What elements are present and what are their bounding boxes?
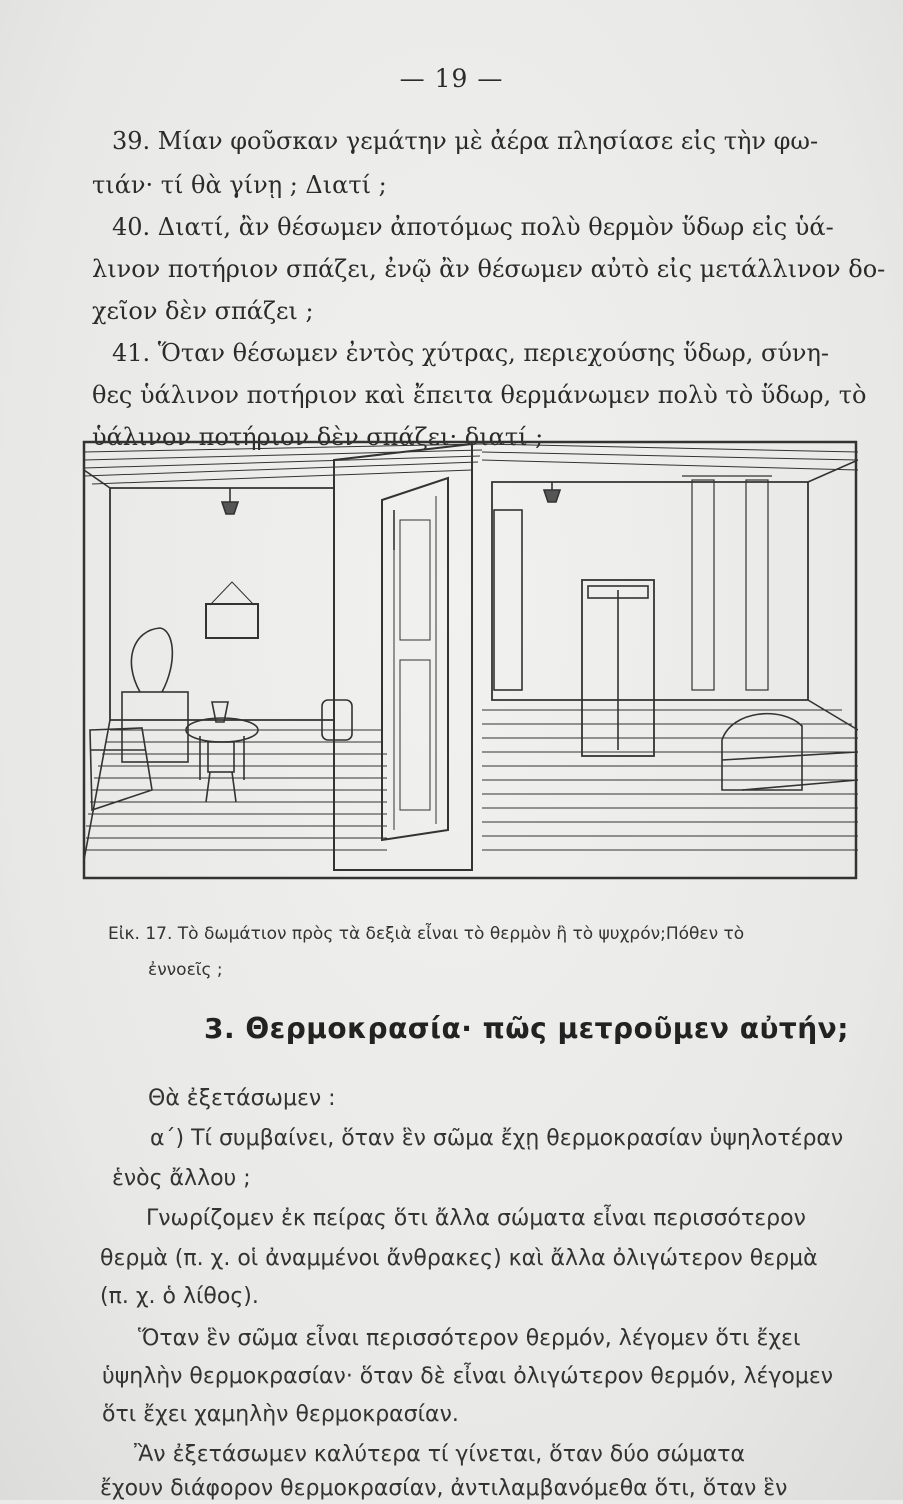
body-line-10: Ἂν ἐξετάσωμεν καλύτερα τί γίνεται, ὅταν δύο σώματα	[134, 1442, 745, 1467]
body-line-1: Θὰ ἐξετάσωμεν :	[148, 1086, 336, 1111]
body-line-3: ἑνὸς ἄλλου ;	[112, 1166, 251, 1191]
body-line-4: Γνωρίζομεν ἐκ πείρας ὅτι ἄλλα σώματα εἶναι περισσότερον	[146, 1206, 806, 1231]
question-41-line-3: ὑάλινον ποτήριον δὲν σπάζει· διατί ;	[92, 423, 544, 451]
question-41-line-2: θες ὑάλινον ποτήριον καὶ ἔπειτα θερμάνωμεν πολὺ τὸ ὕδωρ, τὸ	[92, 381, 867, 409]
question-40-line-1: 40. Διατί, ἂν θέσωμεν ἀποτόμως πολὺ θερμὸν ὕδωρ εἰς ὑά-	[112, 213, 834, 241]
body-line-9: ὅτι ἔχει χαμηλὴν θερμοκρασίαν.	[102, 1402, 459, 1427]
page-number: — 19 —	[399, 64, 504, 93]
room-illustration	[82, 430, 858, 886]
body-line-8: ὑψηλὴν θερμοκρασίαν· ὅταν δὲ εἶναι ὀλιγώτερον θερμόν, λέγομεν	[102, 1364, 834, 1389]
body-line-11: ἔχουν διάφορον θερμοκρασίαν, ἀντιλαμβανόμεθα ὅτι, ὅταν ἓν	[100, 1476, 788, 1501]
body-line-5: θερμὰ (π. χ. οἱ ἀναμμένοι ἄνθρακες) καὶ ἄλλα ὀλιγώτερον θερμὰ	[100, 1246, 818, 1271]
body-line-7: Ὅταν ἓν σῶμα εἶναι περισσότερον θερμόν, λέγομεν ὅτι ἔχει	[138, 1326, 801, 1351]
body-line-6: (π. χ. ὁ λίθος).	[100, 1284, 259, 1309]
question-40-line-3: χεῖον δὲν σπάζει ;	[92, 297, 314, 325]
question-40-line-2: λινον ποτήριον σπάζει, ἐνῷ ἂν θέσωμεν αὐτὸ εἰς μετάλλινον δο-	[92, 255, 886, 283]
question-39-line-2: τιάν· τί θὰ γίνῃ ; Διατί ;	[92, 171, 387, 199]
question-41-line-1: 41. Ὅταν θέσωμεν ἐντὸς χύτρας, περιεχούσης ὕδωρ, σύνη-	[112, 339, 830, 367]
question-39-line-1: 39. Μίαν φοῦσκαν γεμάτην μὲ ἀέρα πλησίασε εἰς τὴν φω-	[112, 127, 819, 155]
figure-caption-line-2: ἐννοεῖς ;	[148, 960, 223, 980]
figure-caption-line-1: Εἰκ. 17. Τὸ δωμάτιον πρὸς τὰ δεξιὰ εἶναι τὸ θερμὸν ἢ τὸ ψυχρόν;Πόθεν τὸ	[108, 924, 745, 944]
body-line-2: α΄) Τί συμβαίνει, ὅταν ἓν σῶμα ἔχῃ θερμοκρασίαν ὑψηλοτέραν	[150, 1126, 844, 1151]
section-title: 3. Θερμοκρασία· πῶς μετροῦμεν αὐτήν;	[204, 1012, 849, 1045]
